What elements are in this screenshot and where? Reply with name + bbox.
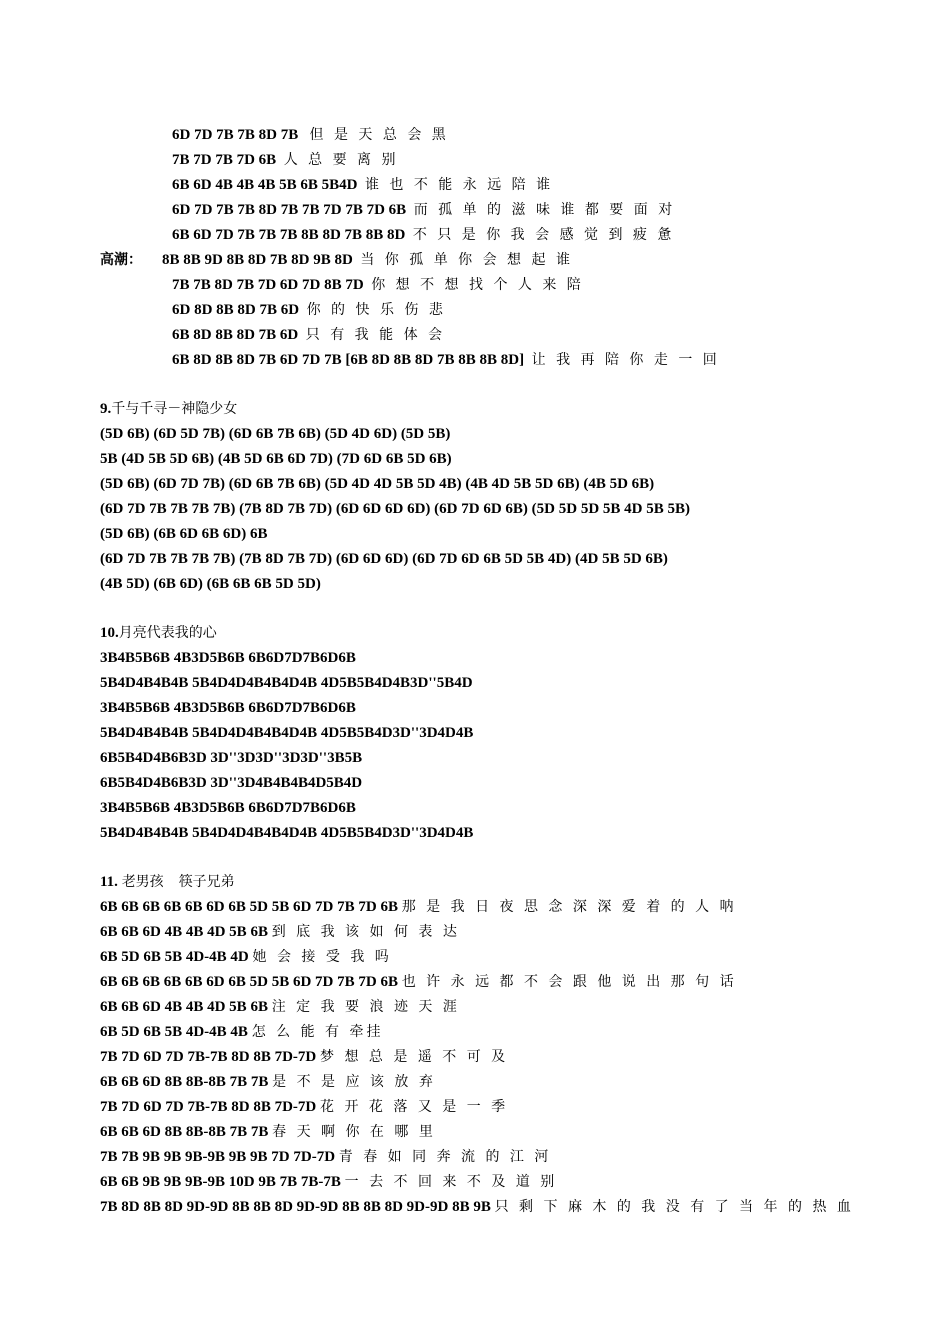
- score-line: [172, 298, 446, 323]
- score-line: (5D 6B) (6D 5D 7B) (6D 6B 7B 6B) (5D 4D 6D) (5D 5B): [100, 426, 451, 442]
- notes: 6B 6B 6B 6B 6B 6D 6B 5D 5B 6D 7D 7B 7D 6B: [100, 974, 398, 990]
- song-artist: 筷子兄弟: [178, 874, 235, 890]
- score-line: 3B4B5B6B 4B3D5B6B 6B6D7D7B6D6B: [100, 700, 356, 716]
- score-line: 5B4D4B4B4B 5B4D4D4B4B4D4B 4D5B5B4D4B3D''5B4D: [100, 675, 473, 691]
- climax-label: 高潮：: [100, 252, 142, 268]
- notes: 6B 6B 6B 6B 6B 6D 6B 5D 5B 6D 7D 7B 7D 6B: [100, 899, 398, 915]
- score-line: [100, 1145, 551, 1170]
- score-line: [100, 1195, 854, 1220]
- score-line: [172, 348, 720, 373]
- lyric: 也 许 永 远 都 不 会 跟 他 说 出 那 句 话: [401, 974, 737, 990]
- notes: 6D 8D 8B 8D 7B 6D: [172, 302, 300, 318]
- lyric: 而 孤 单 的 滋 味 谁 都 要 面 对: [413, 202, 676, 218]
- song-title: 千与千寻－神隐少女: [111, 401, 238, 417]
- notes: 6B 6B 6D 4B 4B 4D 5B 6B: [100, 924, 268, 940]
- lyric: 怎 么 能 有 牵挂: [251, 1024, 384, 1040]
- score-line: [172, 323, 445, 348]
- score-line: (5D 6B) (6B 6D 6B 6D) 6B: [100, 526, 268, 542]
- score-line: 5B (4D 5B 5D 6B) (4B 5D 6B 6D 7D) (7D 6D 6B 5D 6B): [100, 451, 452, 467]
- lyric: 一 去 不 回 来 不 及 道 别: [344, 1174, 558, 1190]
- lyric: 你 的 快 乐 伤 悲: [306, 302, 446, 318]
- score-line: (6D 7D 7B 7B 7B 7B) (7B 8D 7B 7D) (6D 6D 6D) (6D 7D 6D 6B 5D 5B 4D) (4D 5B 5D 6B): [100, 551, 668, 567]
- notes: 6D 7D 7B 7B 8D 7B 7B 7D 7B 7D 6B: [172, 202, 407, 218]
- notes: 6D 7D 7B 7B 8D 7B: [172, 127, 299, 143]
- score-line: [100, 995, 460, 1020]
- notes: 7B 7D 6D 7D 7B-7B 8D 8B 7D-7D: [100, 1099, 317, 1115]
- notes: 6B 5D 6B 5B 4D-4B 4B: [100, 1024, 248, 1040]
- lyric: 青 春 如 同 奔 流 的 江 河: [338, 1149, 552, 1165]
- song-number: 11.: [100, 874, 118, 890]
- lyric: 花 开 花 落 又 是 一 季: [320, 1099, 509, 1115]
- song-heading: [100, 397, 237, 422]
- score-line: [100, 1170, 557, 1195]
- score-line: [172, 173, 553, 198]
- score-line: [172, 198, 675, 223]
- notes: 6B 8D 8B 8D 7B 6D 7D 7B [6B 8D 8B 8D 7B 8B 8B 8D]: [172, 352, 525, 368]
- score-line: [100, 970, 737, 995]
- score-line: [100, 895, 737, 920]
- song-number: 9.: [100, 401, 112, 417]
- score-line: 6B5B4D4B6B3D 3D''3D4B4B4B4D5B4D: [100, 775, 363, 791]
- notes: 7B 8D 8B 8D 9D-9D 8B 8B 8D 9D-9D 8B 8B 8D 9D-9D 8B 9B: [100, 1199, 491, 1215]
- score-line: [172, 148, 399, 173]
- score-line: [172, 123, 449, 148]
- score-line: [100, 920, 460, 945]
- lyric: 她 会 接 受 我 吗: [252, 949, 392, 965]
- notes: 6B 6B 9B 9B 9B-9B 10D 9B 7B 7B-7B: [100, 1174, 341, 1190]
- notes: 7B 7D 7B 7D 6B: [172, 152, 277, 168]
- song-number: 10.: [100, 625, 119, 641]
- song-title: 月亮代表我的心: [118, 625, 217, 641]
- score-line: [100, 1120, 436, 1145]
- score-line: 3B4B5B6B 4B3D5B6B 6B6D7D7B6D6B: [100, 800, 356, 816]
- score-line: (5D 6B) (6D 7D 7B) (6D 6B 7B 6B) (5D 4D 4D 5B 5D 4B) (4B 4D 5B 5D 6B) (4B 5D 6B): [100, 476, 655, 492]
- notes: 6B 6B 6D 8B 8B-8B 7B 7B: [100, 1124, 269, 1140]
- song-title: 老男孩: [121, 874, 164, 890]
- score-line: 6B5B4D4B6B3D 3D''3D3D''3D3D''3B5B: [100, 750, 363, 766]
- lyric: 但 是 天 总 会 黑: [309, 127, 449, 143]
- notes: 6B 6D 4B 4B 4B 5B 6B 5B4D: [172, 177, 358, 193]
- lyric: 人 总 要 离 别: [283, 152, 399, 168]
- notes: 8B 8B 9D 8B 8D 7B 8D 9B 8D: [162, 252, 353, 268]
- score-line: 5B4D4B4B4B 5B4D4D4B4B4D4B 4D5B5B4D3D''3D4D4B: [100, 725, 474, 741]
- lyric: 谁 也 不 能 永 远 陪 谁: [364, 177, 554, 193]
- score-line: [100, 945, 392, 970]
- lyric: 只 有 我 能 体 会: [305, 327, 446, 343]
- notes: 6B 5D 6B 5B 4D-4B 4D: [100, 949, 249, 965]
- notes: 6B 6B 6D 4B 4B 4D 5B 6B: [100, 999, 268, 1015]
- score-line: [100, 1070, 436, 1095]
- notes: 6B 8D 8B 8D 7B 6D: [172, 327, 299, 343]
- lyric: 当 你 孤 单 你 会 想 起 谁: [360, 252, 573, 268]
- lyric: 梦 想 总 是 遥 不 可 及: [320, 1049, 509, 1065]
- notes: 6B 6B 6D 8B 8B-8B 7B 7B: [100, 1074, 269, 1090]
- lyric: 只 剩 下 麻 木 的 我 没 有 了 当 年 的 热 血: [494, 1199, 854, 1215]
- score-line: 5B4D4B4B4B 5B4D4D4B4B4D4B 4D5B5B4D3D''3D4D4B: [100, 825, 474, 841]
- lyric: 你 想 不 想 找 个 人 来 陪: [371, 277, 584, 293]
- score-line: [172, 273, 584, 298]
- notes: 7B 7B 9B 9B 9B-9B 9B 9B 7D 7D-7D: [100, 1149, 336, 1165]
- notes: 7B 7B 8D 7B 7D 6D 7D 8B 7D: [172, 277, 364, 293]
- score-line: (6D 7D 7B 7B 7B 7B) (7B 8D 7B 7D) (6D 6D 6D 6D) (6D 7D 6D 6B) (5D 5D 5D 5B 4D 5B 5B): [100, 501, 690, 517]
- score-line: [100, 1095, 508, 1120]
- score-line: [162, 248, 573, 273]
- lyric: 注 定 我 要 浪 迹 天 涯: [271, 999, 460, 1015]
- lyric: 春 天 啊 你 在 哪 里: [272, 1124, 436, 1140]
- notes: 7B 7D 6D 7D 7B-7B 8D 8B 7D-7D: [100, 1049, 317, 1065]
- lyric: 不 只 是 你 我 会 感 觉 到 疲 惫: [412, 227, 675, 243]
- score-line: [172, 223, 674, 248]
- score-line: (4B 5D) (6B 6D) (6B 6B 6B 5D 5D): [100, 576, 321, 592]
- lyric: 那 是 我 日 夜 思 念 深 深 爱 着 的 人 呐: [401, 899, 737, 915]
- song-heading: [100, 870, 235, 895]
- lyric: 是 不 是 应 该 放 弃: [272, 1074, 436, 1090]
- lyric: 让 我 再 陪 你 走 一 回: [531, 352, 720, 368]
- score-line: 3B4B5B6B 4B3D5B6B 6B6D7D7B6D6B: [100, 650, 356, 666]
- notes: 6B 6D 7D 7B 7B 7B 8B 8D 7B 8B 8D: [172, 227, 406, 243]
- score-line: [100, 1045, 508, 1070]
- lyric: 到 底 我 该 如 何 表 达: [271, 924, 460, 940]
- song-heading: [100, 621, 217, 646]
- score-line: [100, 1020, 384, 1045]
